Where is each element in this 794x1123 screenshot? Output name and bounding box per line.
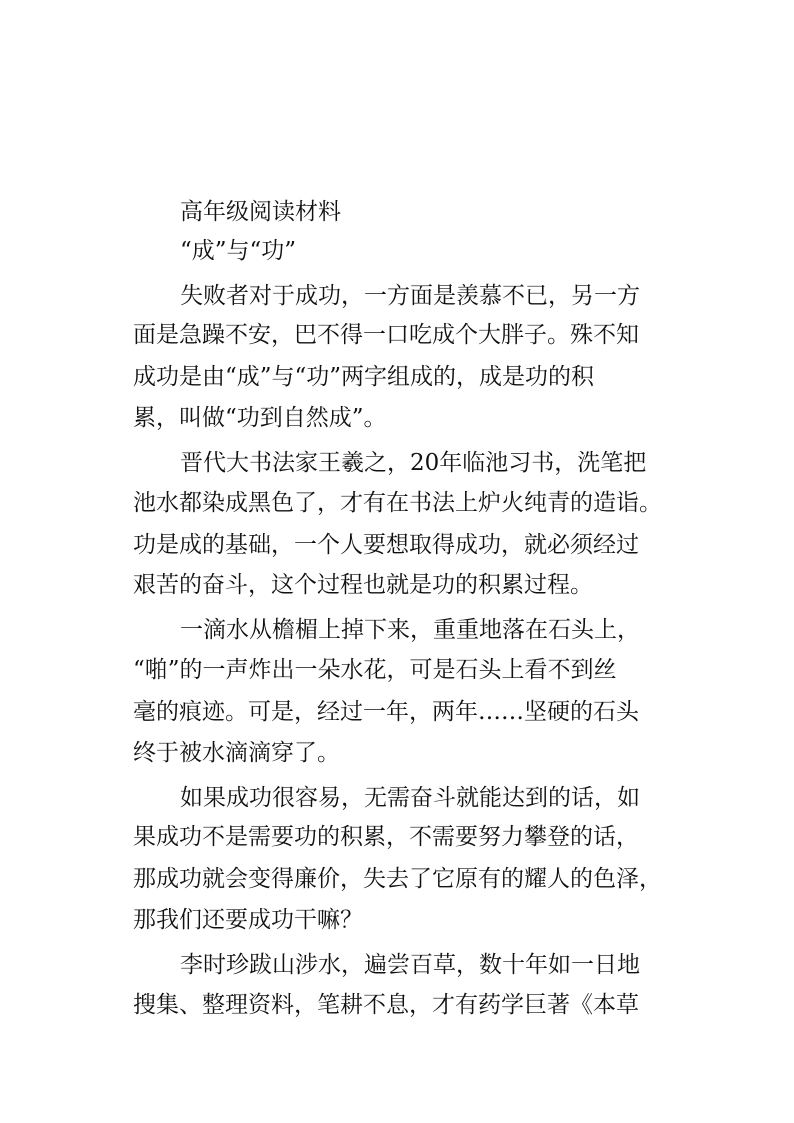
paragraph-5-line-2: 搜集、整理资料，笔耕不息，才有药学巨著《本草 xyxy=(133,992,639,1018)
paragraph-2-line-2: 池水都染成黑色了，才有在书法上炉火纯青的造诣。 xyxy=(133,490,662,516)
paragraph-2-line-1: 晋代大书法家王羲之，20年临池习书，洗笔把 xyxy=(180,450,647,476)
paragraph-3-line-4: 终于被水滴滴穿了。 xyxy=(133,740,340,766)
paragraph-3-line-1: 一滴水从檐楣上掉下来，重重地落在石头上， xyxy=(180,617,640,643)
paragraph-1-line-4: 累，叫做“功到自然成”。 xyxy=(133,405,387,431)
paragraph-4-line-3: 那成功就会变得廉价，失去了它原有的耀人的色泽， xyxy=(133,866,662,892)
document-header: 高年级阅读材料 xyxy=(180,199,341,225)
paragraph-4-line-2: 果成功不是需要功的积累，不需要努力攀登的话， xyxy=(133,824,639,850)
document-title: “成”与“功” xyxy=(180,238,297,264)
paragraph-2-line-4: 艰苦的奋斗，这个过程也就是功的积累过程。 xyxy=(133,572,593,598)
paragraph-4-line-1: 如果成功很容易，无需奋斗就能达到的话，如 xyxy=(180,785,640,811)
paragraph-5-line-1: 李时珍跋山涉水，遍尝百草，数十年如一日地 xyxy=(180,952,640,978)
paragraph-4-line-4: 那我们还要成功干嘛？ xyxy=(133,907,363,933)
paragraph-2-line-3: 功是成的基础，一个人要想取得成功，就必须经过 xyxy=(133,532,639,558)
paragraph-1-line-1: 失败者对于成功，一方面是羡慕不已，另一方 xyxy=(180,283,640,309)
paragraph-3-line-2: “啪”的一声炸出一朵水花，可是石头上看不到丝 xyxy=(133,657,617,683)
paragraph-1-line-2: 面是急躁不安，巴不得一口吃成个大胖子。殊不知 xyxy=(133,322,639,348)
paragraph-3-line-3: 毫的痕迹。可是，经过一年，两年……坚硬的石头 xyxy=(133,699,639,725)
paragraph-1-line-3: 成功是由“成”与“功”两字组成的，成是功的积 xyxy=(133,364,595,390)
